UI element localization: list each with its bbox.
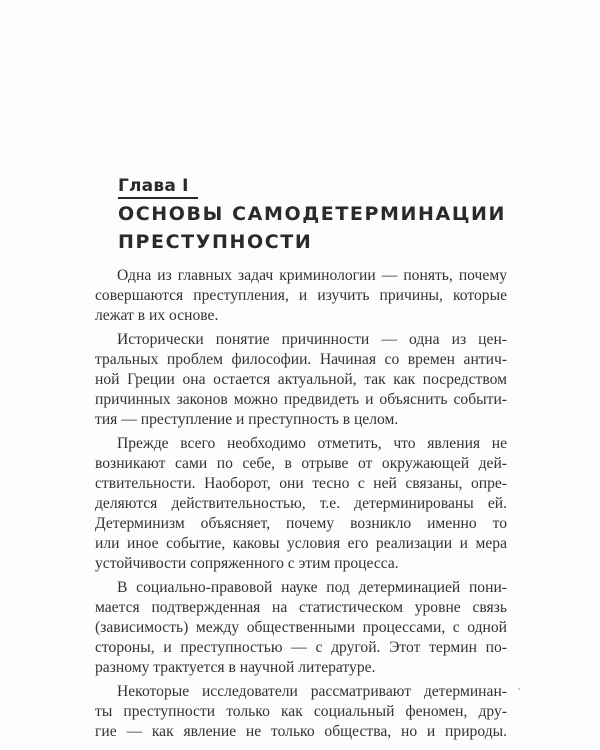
paragraph <box>95 266 507 326</box>
page-speck <box>518 688 520 690</box>
text-line: (зависимость) между общественными процессами, с одной <box>95 619 507 636</box>
text-line: совершаются преступления, и изучить причины, которые <box>95 287 507 304</box>
text-line: ной Греции она остается актуальной, так как посредством <box>95 371 507 388</box>
text-line: Прежде всего необходимо отметить, что явления не <box>117 435 507 452</box>
text-line: или иное событие, каковы условия его реализации и мера <box>95 535 507 552</box>
text-line: мается подтвержденная на статистическом уровне связь <box>95 599 507 616</box>
paragraph <box>95 434 507 574</box>
text-line: устойчивости сопряженного с этим процесса. <box>95 555 399 572</box>
text-line: Детерминизм объясняет, почему возникло именно то <box>95 515 507 532</box>
text-line: тия — преступление и преступность в целом. <box>95 411 399 428</box>
text-line: тральных проблем философии. Начиная со времен антич- <box>95 351 507 368</box>
chapter-title <box>118 200 506 256</box>
text-line: Исторически понятие причинности — одна из цен- <box>117 331 507 348</box>
text-line: возникают сами по себе, в отрыве от окружающей дей- <box>95 455 507 472</box>
paragraph <box>95 330 507 430</box>
text-line: деляются действительностью, т.е. детерминированы ей. <box>95 495 507 512</box>
text-line: причинных законов можно предвидеть и объяснить событи- <box>95 391 507 408</box>
chapter-title-line: ОСНОВЫ САМОДЕТЕРМИНАЦИИ <box>118 203 507 225</box>
chapter-title-line: ПРЕСТУПНОСТИ <box>118 231 313 253</box>
text-line: ты преступности только как социальный феномен, дру- <box>95 703 507 720</box>
chapter-label: Глава I <box>118 176 189 196</box>
body-text <box>95 266 507 746</box>
text-line: разному трактуется в научной литературе. <box>95 659 376 676</box>
text-line: ствительности. Наоборот, они тесно с ней связаны, опре- <box>95 475 507 492</box>
paragraph <box>95 682 507 742</box>
paragraph <box>95 578 507 678</box>
text-line: В социально-правовой науке под детерминацией пони- <box>117 579 507 596</box>
text-line: лежат в их основе. <box>95 307 219 324</box>
chapter-underline <box>118 197 198 199</box>
text-line: Некоторые исследователи рассматривают детерминан- <box>117 683 507 700</box>
text-line: стороны, и преступностью — с другой. Этот термин по- <box>95 639 507 656</box>
text-line: Одна из главных задач криминологии — понять, почему <box>117 267 507 284</box>
text-line: гие — как явление не только общества, но и природы. <box>95 723 507 740</box>
